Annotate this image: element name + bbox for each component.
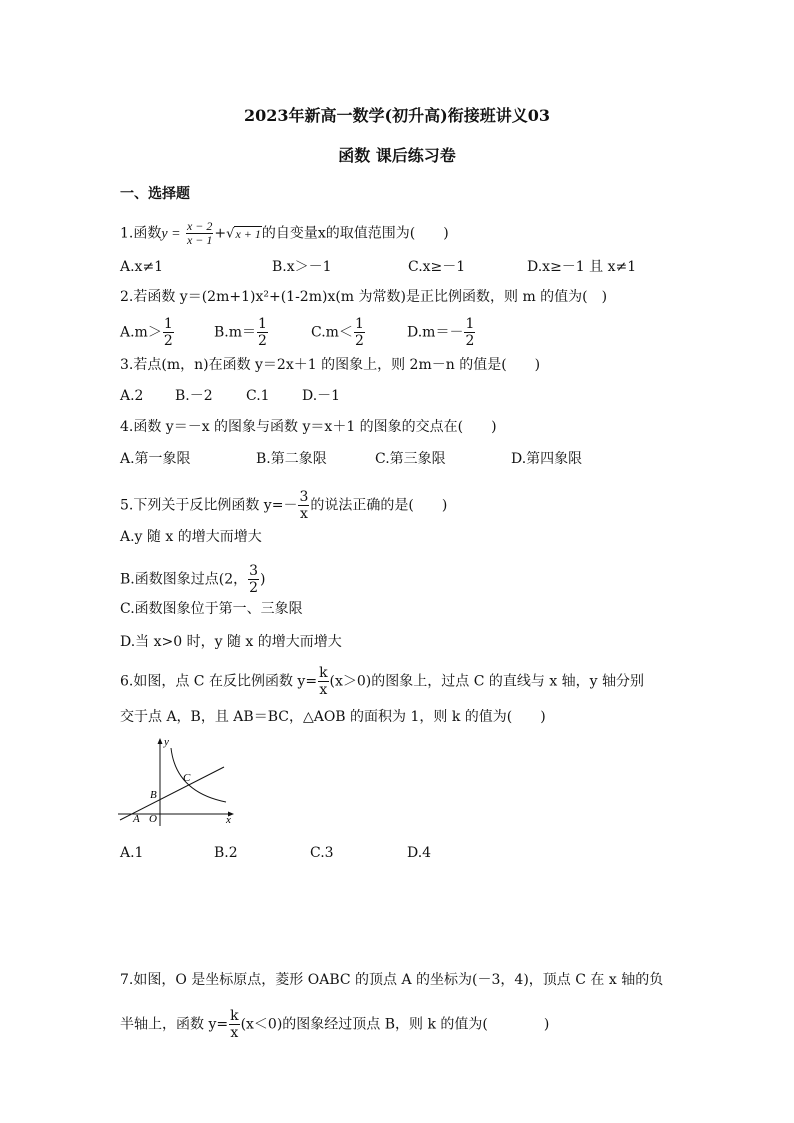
label-b: B <box>150 789 157 801</box>
q5-numerator: 3 <box>299 489 309 505</box>
q1-radicand: x + 1 <box>235 226 261 241</box>
q1-choice-c: C.x≥－1 <box>408 259 466 275</box>
q2-choice-b-fraction <box>257 316 268 349</box>
q5-choice-b-close: ) <box>260 571 266 588</box>
q3-choice-d: D.－1 <box>302 388 341 404</box>
q5-choice-b-den: 2 <box>249 580 259 596</box>
q5-choice-b-fraction <box>248 563 259 596</box>
q7-numerator: k <box>230 1008 239 1024</box>
q2-choice-b-label: B.m＝ <box>214 324 257 341</box>
q1-numerator: x − 2 <box>186 219 213 233</box>
q1-denominator: x − 1 <box>186 233 213 247</box>
label-o: O <box>149 813 157 825</box>
hyperbola-curve <box>171 748 226 802</box>
q3-choice-a: A.2 <box>120 388 144 404</box>
question-4: 4.函数 y＝－x 的图象与函数 y＝x＋1 的图象的交点在( ) <box>120 419 497 435</box>
question-1 <box>120 220 449 247</box>
q1-prefix: 1.函数 <box>120 225 162 242</box>
q7-suffix: (x＜0)的图象经过顶点 B，则 k 的值为( ) <box>240 1016 550 1033</box>
label-x: x <box>226 814 231 826</box>
q2-choice-a-label: A.m＞ <box>120 324 162 341</box>
q2-choice-d <box>407 316 476 349</box>
q6-numerator: k <box>319 665 328 681</box>
q1-choice-b: B.x＞－1 <box>272 259 332 275</box>
q5-fraction <box>298 489 309 522</box>
q2-choice-c-den: 2 <box>354 333 364 349</box>
question-7-line2 <box>120 1008 549 1041</box>
q6-choice-b: B.2 <box>214 845 238 861</box>
question-2: 2.若函数 y＝(2m+1)x²+(1-2m)x(m 为常数)是正比例函数，则 m 的值为( ) <box>120 289 608 305</box>
q5-choice-a: A.y 随 x 的增大而增大 <box>120 529 262 545</box>
q2-choice-b <box>214 316 269 349</box>
question-3: 3.若点(m，n)在函数 y＝2x＋1 的图象上，则 2m－n 的值是( ) <box>120 357 541 373</box>
q4-choice-d: D.第四象限 <box>511 451 583 467</box>
q4-choice-b: B.第二象限 <box>256 451 327 467</box>
document-subtitle: 函数 课后练习卷 <box>338 146 456 165</box>
q5-prefix: 5.下列关于反比例函数 y=－ <box>120 497 298 514</box>
label-a: A <box>133 813 140 825</box>
q2-choice-d-den: 2 <box>465 333 475 349</box>
q5-choice-d: D.当 x>0 时，y 随 x 的增大而增大 <box>120 634 342 650</box>
label-y: y <box>164 736 169 748</box>
q5-suffix: 的说法正确的是( ) <box>310 497 448 514</box>
q2-choice-c-label: C.m＜ <box>311 324 353 341</box>
q2-choice-b-num: 1 <box>258 316 267 332</box>
document-title: 2023年新高一数学(初升高)衔接班讲义03 <box>244 106 550 125</box>
q1-suffix: 的自变量x的取值范围为( ) <box>261 225 449 242</box>
q6-suffix: (x＞0)的图象上，过点 C 的直线与 x 轴，y 轴分别 <box>329 673 645 690</box>
q1-y-eq: y = <box>161 226 181 242</box>
q2-choice-b-den: 2 <box>258 333 267 349</box>
q5-choice-c: C.函数图象位于第一、三象限 <box>120 601 303 617</box>
q2-choice-d-num: 1 <box>465 316 475 332</box>
q2-choice-d-fraction <box>464 316 475 349</box>
q2-choice-a <box>120 316 175 349</box>
q6-prefix: 6.如图，点 C 在反比例函数 y= <box>120 673 318 690</box>
q7-fraction <box>229 1008 239 1041</box>
question-6-line2: 交于点 A，B，且 AB＝BC，△AOB 的面积为 1，则 k 的值为( ) <box>120 709 546 725</box>
q4-choice-a: A.第一象限 <box>120 451 191 467</box>
q2-choice-d-label: D.m＝－ <box>407 324 464 341</box>
q7-denominator: x <box>230 1025 239 1041</box>
q2-choice-c-num: 1 <box>354 316 364 332</box>
q2-choice-c-fraction <box>354 316 365 349</box>
q3-choice-c: C.1 <box>246 388 270 404</box>
q5-denominator: x <box>299 506 308 522</box>
q1-plus: + <box>214 225 227 242</box>
q6-choice-c: C.3 <box>310 845 334 861</box>
q1-choice-d: D.x≥－1 且 x≠1 <box>527 259 637 275</box>
q4-choice-c: C.第三象限 <box>375 451 446 467</box>
q6-figure <box>116 732 238 828</box>
question-7: 7.如图，O 是坐标原点，菱形 OABC 的顶点 A 的坐标为(－3，4)，顶点 C 在 x 轴的负 <box>120 972 664 988</box>
q6-choice-d: D.4 <box>407 845 432 861</box>
q2-choice-c <box>311 316 366 349</box>
question-6 <box>120 665 644 698</box>
y-axis-arrow-icon <box>158 738 163 744</box>
q1-fraction <box>186 220 213 247</box>
q6-fraction <box>318 665 328 698</box>
q7-prefix: 半轴上，函数 y= <box>120 1016 229 1033</box>
q2-choice-a-num: 1 <box>163 316 173 332</box>
question-5 <box>120 489 447 522</box>
q6-denominator: x <box>319 682 328 698</box>
q1-choice-a: A.x≠1 <box>120 259 164 275</box>
section-heading: 一、选择题 <box>120 186 190 202</box>
q3-choice-b: B.－2 <box>175 388 213 404</box>
q5-choice-b-label: B.函数图象过点(2， <box>120 571 248 588</box>
sqrt-icon: √ <box>226 226 235 242</box>
q2-choice-a-den: 2 <box>163 333 173 349</box>
q5-choice-b <box>120 563 266 596</box>
q2-choice-a-fraction <box>163 316 174 349</box>
label-c: C <box>183 772 191 784</box>
q5-choice-b-num: 3 <box>249 563 259 579</box>
q6-choice-a: A.1 <box>120 845 144 861</box>
